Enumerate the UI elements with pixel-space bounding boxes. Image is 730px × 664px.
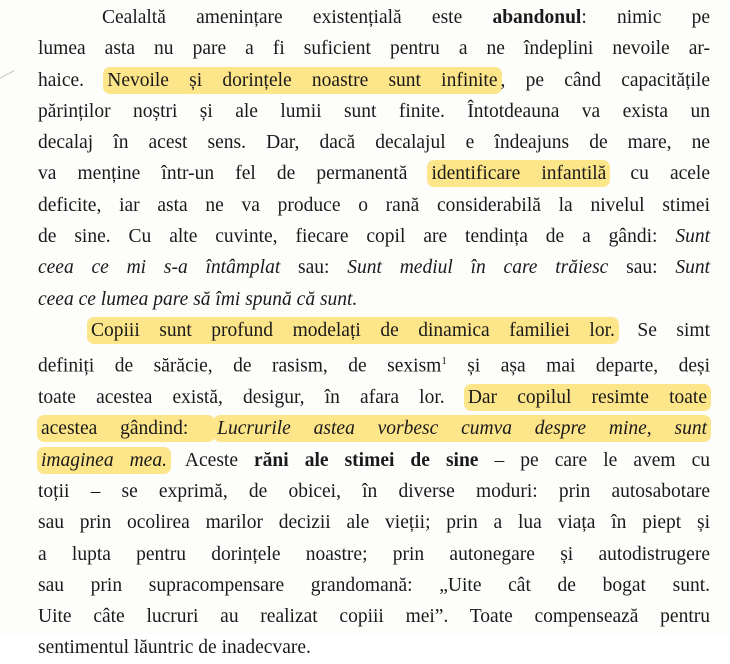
italic-text: Sunt [675, 226, 710, 248]
line-text: părinților noștri și ale lumii sunt finite. Întotdeauna va exista un [38, 100, 710, 122]
text-line [38, 252, 710, 283]
line-text: Uite câte lucruri au realizat copiii mei”. Toate compensează pentru [38, 606, 710, 628]
line-text: va menține într-un fel de permanentă [38, 163, 429, 185]
highlighted-text: Copiii sunt profund modelați de dinamica familiei lor. [88, 318, 618, 343]
text-line [38, 382, 710, 413]
text-line [38, 190, 710, 221]
line-text: Se simt [617, 319, 710, 341]
line-text: a lupta pentru dorințele noastre; prin autonegare și autodistrugere [38, 543, 710, 565]
text-line [38, 413, 710, 444]
line-text: – pe care le avem cu [478, 449, 710, 471]
line-text: toate acestea există, desigur, în afara lor. [38, 387, 465, 409]
line-text: sentimentul lăuntric de inadecvare. [38, 637, 311, 659]
line-text: : nimic pe [581, 7, 710, 28]
text-line [38, 346, 710, 382]
highlighted-text: identificare infantilă [428, 161, 609, 186]
line-text: cu acele [609, 163, 710, 185]
text-line [38, 158, 710, 189]
line-text: toții – se exprimă, de obicei, în diverse moduri: prin autosabotare [38, 480, 710, 502]
italic-text: ceea ce mi s-a întâmplat [38, 257, 281, 279]
text-line [38, 96, 710, 127]
bold-term: răni ale stimei de sine [254, 449, 479, 471]
line-text: lumea asta nu pare a fi suficient pentru a ne îndeplini nevoile ar- [38, 38, 710, 60]
line-text: și așa mai departe, deși [446, 355, 711, 377]
body-text [38, 2, 710, 664]
text-line [38, 507, 710, 538]
text-line [38, 632, 710, 663]
text-line [38, 539, 710, 570]
highlighted-text: Nevoile și dorințele noastre sunt infinite [104, 68, 500, 93]
line-text: de sine. Cu alte cuvinte, fiecare copil are tendința de a gândi: [38, 226, 676, 248]
line-text: haice. [38, 69, 105, 91]
text-line [38, 65, 710, 96]
line-text: sau prin supracompensare grandomană: „Uite cât de bogat sunt. [38, 574, 710, 596]
bold-term: abandonul [492, 7, 582, 28]
page-fold-mark [0, 54, 14, 78]
line-text: sau: [280, 257, 348, 279]
line-text: , pe când capacitățile [500, 69, 711, 91]
text-line [38, 570, 710, 601]
line-text: deficite, iar asta ne va produce o rană considerabilă la nivelul stimei [38, 194, 710, 216]
text-line [38, 127, 710, 158]
text-line [38, 445, 710, 476]
text-line [38, 221, 710, 252]
footnote-marker: 1 [441, 355, 447, 368]
line-text: Aceste [169, 449, 255, 471]
highlighted-text: acestea gândind: [38, 416, 214, 441]
text-line [38, 33, 710, 64]
italic-text: ceea ce lumea pare să îmi spună că sunt. [38, 288, 358, 310]
line-text: sau: [608, 257, 676, 279]
line-text: Cealaltă amenințare existențială este [102, 7, 493, 28]
text-line [38, 315, 710, 346]
highlighted-italic-text: Lucrurile astea vorbesc cumva despre mine, sunt [214, 416, 710, 441]
highlighted-text: Dar copilul resimte toate [465, 385, 710, 410]
text-line [38, 476, 710, 507]
line-text: sau prin ocolirea marilor decizii ale vieții; prin a lua viața în piept și [38, 512, 710, 534]
text-line [38, 2, 710, 33]
line-text: decalaj în acest sens. Dar, dacă decalajul e îndeajuns de mare, ne [38, 132, 710, 154]
line-text: definiți de sărăcie, de rasism, de sexism [38, 355, 442, 377]
text-line [38, 284, 710, 315]
highlighted-italic-text: imaginea mea. [38, 448, 170, 473]
italic-text: Sunt mediul în care trăiesc [347, 257, 609, 279]
italic-text: Sunt [675, 257, 710, 279]
text-line [38, 601, 710, 632]
